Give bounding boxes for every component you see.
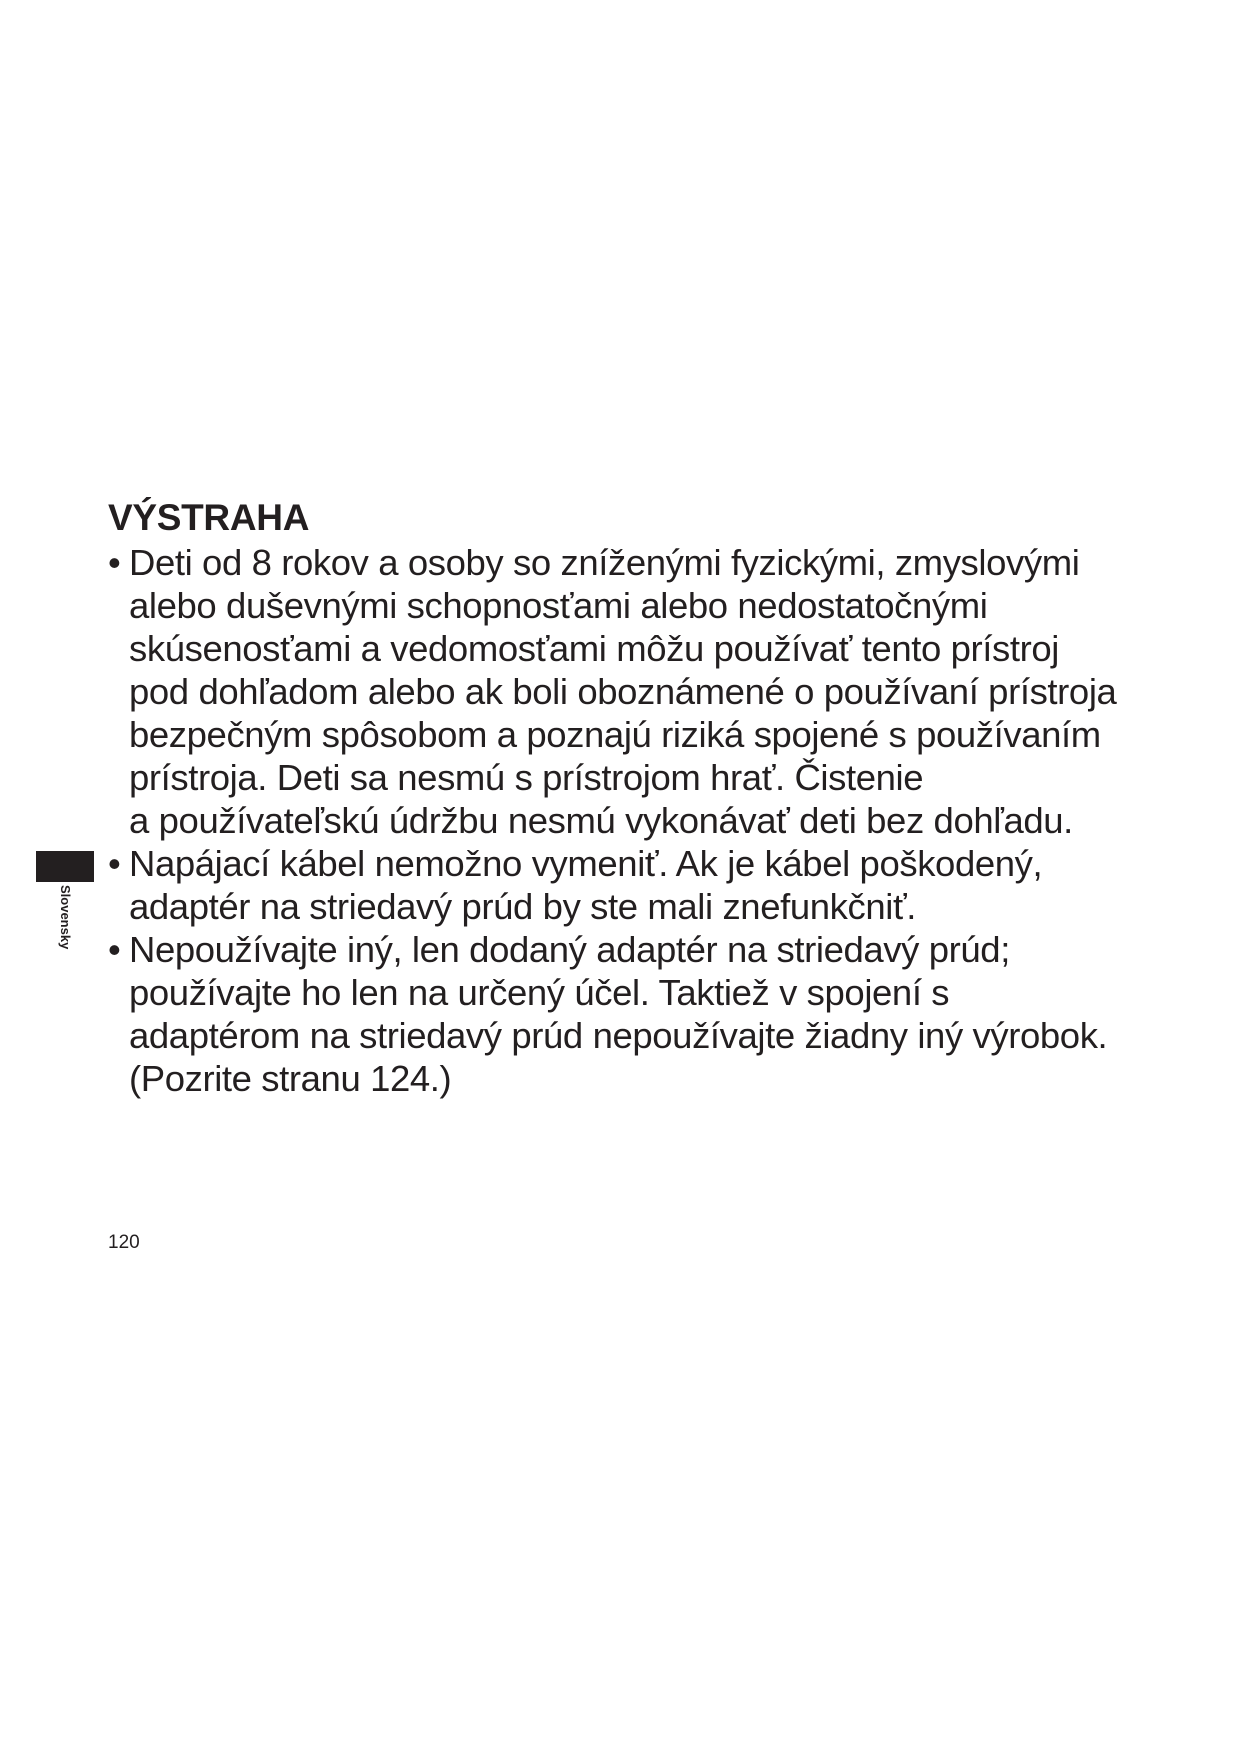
page-number: 120 bbox=[108, 1232, 140, 1253]
bullet-icon: • bbox=[108, 542, 121, 583]
text-line: a používateľskú údržbu nesmú vykonávať deti bez dohľadu. bbox=[129, 800, 1073, 841]
text-line: prístroja. Deti sa nesmú s prístrojom hrať. Čistenie bbox=[129, 757, 924, 798]
warning-heading: VÝSTRAHA bbox=[108, 497, 310, 538]
text-line: pod dohľadom alebo ak boli oboznámené o používaní prístroja bbox=[129, 671, 1117, 712]
text-line: bezpečným spôsobom a poznajú riziká spojené s používaním bbox=[129, 714, 1101, 755]
text-line: (Pozrite stranu 124.) bbox=[129, 1058, 452, 1099]
text-line: adaptér na striedavý prúd by ste mali znefunkčniť. bbox=[129, 886, 916, 927]
warning-list bbox=[108, 541, 1168, 1100]
text-line: alebo duševnými schopnosťami alebo nedostatočnými bbox=[129, 585, 988, 626]
warning-section bbox=[108, 496, 1168, 1100]
warning-item-children bbox=[108, 541, 1168, 842]
text-line: Deti od 8 rokov a osoby so zníženými fyzickými, zmyslovými bbox=[129, 542, 1080, 583]
text-line: používajte ho len na určený účel. Taktiež v spojení s bbox=[129, 972, 950, 1013]
text-line: Nepoužívajte iný, len dodaný adaptér na striedavý prúd; bbox=[129, 929, 1010, 970]
warning-item-power-cable bbox=[108, 842, 1168, 928]
text-line: skúsenosťami a vedomosťami môžu používať tento prístroj bbox=[129, 628, 1059, 669]
warning-item-ac-adapter bbox=[108, 928, 1168, 1100]
bullet-icon: • bbox=[108, 843, 121, 884]
text-line: Napájací kábel nemožno vymeniť. Ak je kábel poškodený, bbox=[129, 843, 1043, 884]
text-line: adaptérom na striedavý prúd nepoužívajte žiadny iný výrobok. bbox=[129, 1015, 1108, 1056]
language-tab-marker bbox=[36, 851, 94, 882]
bullet-icon: • bbox=[108, 929, 121, 970]
language-tab-label: Slovensky bbox=[58, 885, 73, 950]
